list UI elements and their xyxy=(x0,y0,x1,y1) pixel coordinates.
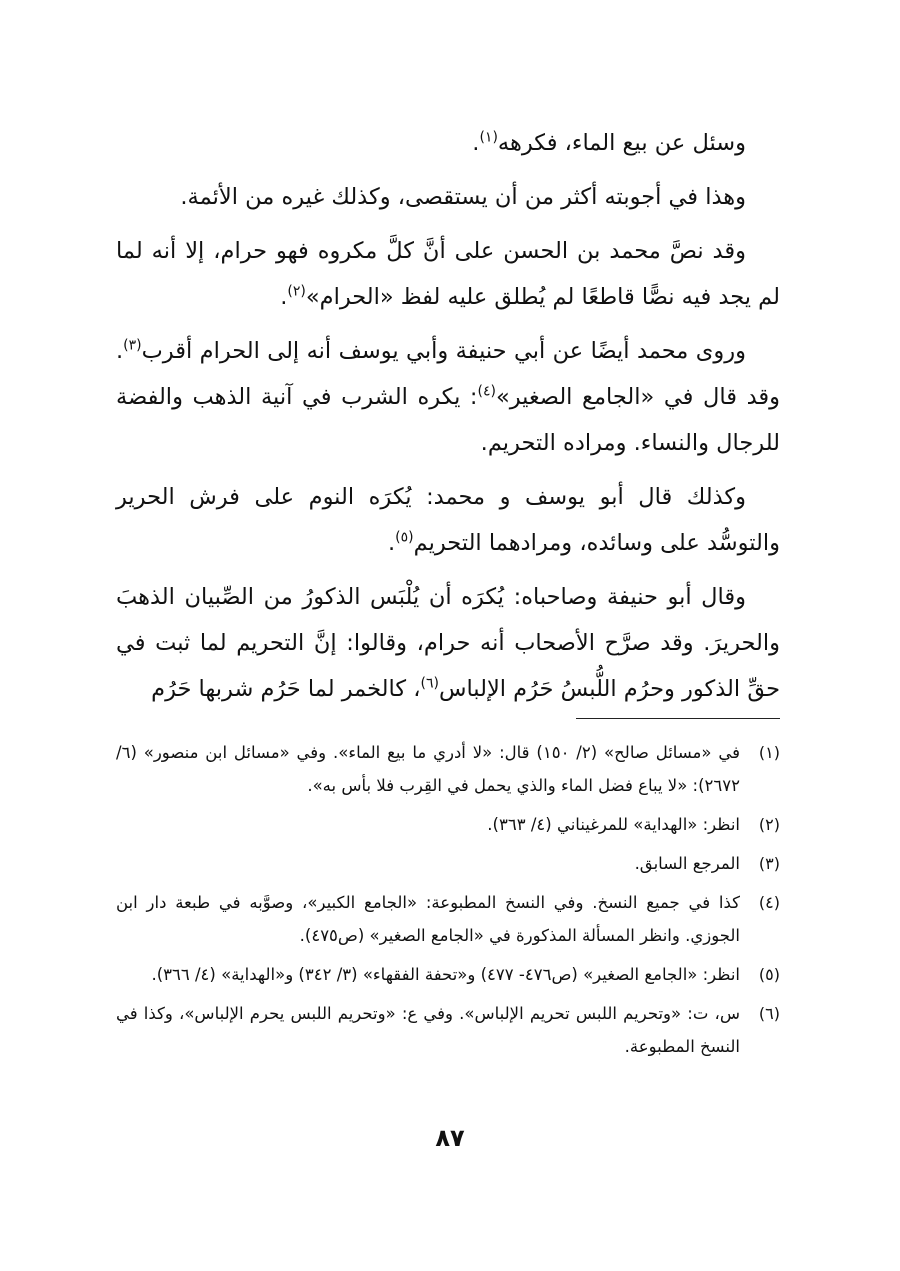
paragraph-5 xyxy=(116,474,780,566)
paragraph-text-tail: . xyxy=(387,530,396,556)
paragraph-text: وهذا في أجوبته أكثر من أن يستقصى، وكذلك غيره من الأئمة. xyxy=(180,184,746,210)
paragraph-6 xyxy=(116,574,780,712)
page-number: ٨٧ xyxy=(435,1124,465,1152)
paragraph-text: وقد نصَّ محمد بن الحسن على أنَّ كلَّ مكروه فهو حرام، إلا أنه لما لم يجد فيه نصًّا قاطعًا لم يُطلق عليه لفظ «الحرام» xyxy=(116,238,780,310)
footnote-text: س، ت: «وتحريم اللبس تحريم الإلباس». وفي ع: «وتحريم اللبس يحرم الإلباس»، وكذا في النسخ المطبوعة. xyxy=(116,1004,740,1056)
footnote-separator xyxy=(576,718,780,719)
footnote-number: (٥) xyxy=(758,965,780,984)
paragraph-text: وسئل عن بيع الماء، فكرهه xyxy=(497,130,746,156)
paragraph-text-tail: . xyxy=(472,130,480,156)
footnote xyxy=(116,997,780,1063)
footnote-number: (٢) xyxy=(758,815,780,834)
footnote-number: (٤) xyxy=(758,893,780,912)
footnote-number: (١) xyxy=(758,743,780,762)
footnote-marker: (٤) xyxy=(477,383,496,400)
paragraph-text-middle: . وقد قال في «الجامع الصغير» xyxy=(116,338,780,410)
footnote xyxy=(116,736,780,802)
footnote-marker: (٥) xyxy=(395,529,414,546)
paragraph-text: وقال أبو حنيفة وصاحباه: يُكرَه أن يُلْبَس الذكورُ من الصِّبيان الذهبَ والحريرَ. وقد صرَّح الأصحاب أنه حرام، وقالوا: إنَّ التحريم لما ثبت في حقِّ الذكور وحرُم اللُّبسُ حَرُم الإلباس xyxy=(116,584,780,702)
footnote-marker: (٢) xyxy=(287,283,306,300)
paragraph-1 xyxy=(116,120,780,166)
footnote-text: انظر: «الهداية» للمرغيناني (٤/ ٣٦٣). xyxy=(487,815,740,834)
paragraph-text-tail: ، كالخمر لما حَرُم شربها حَرُم xyxy=(151,676,421,702)
footnote xyxy=(116,886,780,952)
footnote-marker: (٦) xyxy=(420,675,439,692)
footnote-marker: (١) xyxy=(479,129,498,146)
footnote-number: (٣) xyxy=(758,854,780,873)
main-text-body xyxy=(116,120,780,720)
paragraph-4 xyxy=(116,328,780,466)
paragraph-text-tail: : يكره الشرب في آنية الذهب والفضة للرجال والنساء. ومراده التحريم. xyxy=(116,384,780,456)
footnote-text: المرجع السابق. xyxy=(634,854,740,873)
paragraph-text: وروى محمد أيضًا عن أبي حنيفة وأبي يوسف أنه إلى الحرام أقرب xyxy=(141,338,746,364)
paragraph-text-tail: . xyxy=(280,284,288,310)
footnotes-section xyxy=(116,736,780,1069)
paragraph-2 xyxy=(116,174,780,220)
footnote-marker: (٣) xyxy=(123,337,142,354)
footnote xyxy=(116,958,780,991)
footnote xyxy=(116,847,780,880)
footnote-text: في «مسائل صالح» (٢/ ١٥٠) قال: «لا أدري ما بيع الماء». وفي «مسائل ابن منصور» (٦/ ٢٦٧٢): «لا يباع فضل الماء والذي يحمل في القِرب فلا بأس به». xyxy=(116,743,740,795)
footnote-text: كذا في جميع النسخ. وفي النسخ المطبوعة: «الجامع الكبير»، وصوَّبه في طبعة دار ابن الجوزي. وانظر المسألة المذكورة في «الجامع الصغير» (ص٤٧٥). xyxy=(116,893,740,945)
footnote xyxy=(116,808,780,841)
footnote-number: (٦) xyxy=(758,1004,780,1023)
paragraph-3 xyxy=(116,228,780,320)
paragraph-text: وكذلك قال أبو يوسف و محمد: يُكرَه النوم على فرش الحرير والتوسُّد على وسائده، ومرادهما التحريم xyxy=(116,484,780,556)
footnote-text: انظر: «الجامع الصغير» (ص٤٧٦- ٤٧٧) و«تحفة الفقهاء» (٣/ ٣٤٢) و«الهداية» (٤/ ٣٦٦). xyxy=(151,965,740,984)
